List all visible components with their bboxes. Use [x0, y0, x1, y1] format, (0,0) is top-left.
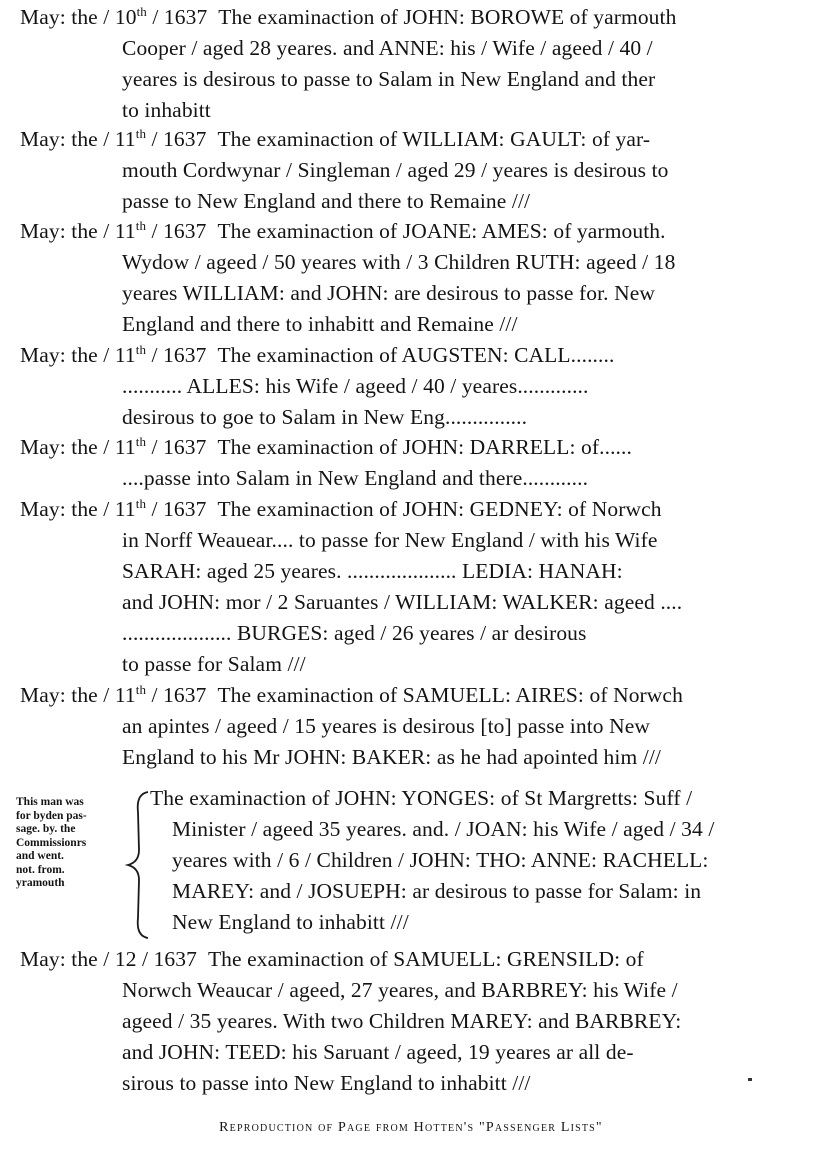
- entry-text-line: Cooper / aged 28 yeares. and ANNE: his / Wife / ageed / 40 /: [122, 36, 653, 60]
- entry-text-line: The examinaction of JOHN: BOROWE of yarmouth: [218, 5, 677, 29]
- margin-note: This man was for byden pas- sage. by. the Commissionrs and went. not. from. yramouth: [16, 796, 87, 889]
- entry-date: May: the / 11th / 1637: [20, 342, 207, 367]
- register-entry: [20, 2, 780, 126]
- entry-text-line: to passe for Salam ///: [122, 652, 306, 676]
- entry-text-line: MAREY: and / JOSUEPH: ar desirous to passe for Salam: in: [172, 879, 702, 903]
- register-entry: [20, 340, 780, 433]
- entry-date: May: the / 11th / 1637: [20, 126, 207, 151]
- entry-text-line: England and there to inhabitt and Remaine ///: [122, 312, 518, 336]
- entry-text-line: The examinaction of AUGSTEN: CALL........: [217, 343, 615, 367]
- register-entry: [150, 783, 790, 938]
- entry-text-line: Minister / ageed 35 yeares. and. / JOAN: his Wife / aged / 34 /: [172, 817, 715, 841]
- entry-text-line: The examinaction of JOHN: GEDNEY: of Norwch: [217, 497, 662, 521]
- entry-text-line: an apintes / ageed / 15 yeares is desirous [to] passe into New: [122, 714, 651, 738]
- entry-text-line: yeares with / 6 / Children / JOHN: THO: ANNE: RACHELL:: [172, 848, 709, 872]
- entry-text-line: passe to New England and there to Remaine ///: [122, 189, 531, 213]
- entry-text-line: England to his Mr JOHN: BAKER: as he had apointed him ///: [122, 745, 661, 769]
- entry-date: May: the / 11th / 1637: [20, 682, 207, 707]
- entry-text-line: to inhabitt: [122, 98, 211, 122]
- entry-text-line: The examinaction of JOHN: YONGES: of St Margretts: Suff /: [150, 786, 693, 810]
- entry-date: May: the / 11th / 1637: [20, 218, 207, 243]
- stray-mark: [748, 1078, 752, 1081]
- entry-date: May: the / 11th / 1637: [20, 434, 207, 459]
- entry-date: May: the / 11th / 1637: [20, 496, 207, 521]
- entry-text-line: .................... BURGES: aged / 26 yeares / ar desirous: [122, 621, 587, 645]
- entry-text-line: Norwch Weaucar / ageed, 27 yeares, and BARBREY: his Wife /: [122, 978, 678, 1002]
- entry-date: May: the / 12 / 1637: [20, 947, 197, 971]
- page-caption: Reproduction of Page from Hotten's "Passenger Lists": [219, 1120, 603, 1135]
- entry-text-line: New England to inhabitt ///: [172, 910, 409, 934]
- entry-text-line: Wydow / ageed / 50 yeares with / 3 Children RUTH: ageed / 18: [122, 250, 676, 274]
- register-entry: [20, 944, 780, 1099]
- entry-text-line: in Norff Weauear.... to passe for New England / with his Wife: [122, 528, 658, 552]
- entry-text-line: SARAH: aged 25 yeares. .................... LEDIA: HANAH:: [122, 559, 623, 583]
- entry-text-line: yeares is desirous to passe to Salam in New England and ther: [122, 67, 656, 91]
- entry-text-line: sirous to passe into New England to inhabitt ///: [122, 1071, 531, 1095]
- entry-text-line: ....passe into Salam in New England and there............: [122, 466, 589, 490]
- entry-text-line: mouth Cordwynar / Singleman / aged 29 / yeares is desirous to: [122, 158, 669, 182]
- entry-text-line: yeares WILLIAM: and JOHN: are desirous to passe for. New: [122, 281, 656, 305]
- entry-text-line: The examinaction of JOANE: AMES: of yarmouth.: [217, 219, 666, 243]
- entry-text-line: ageed / 35 yeares. With two Children MAREY: and BARBREY:: [122, 1009, 682, 1033]
- register-entry: [20, 216, 780, 340]
- entry-date: May: the / 10th / 1637: [20, 4, 208, 29]
- entry-text-line: The examinaction of WILLIAM: GAULT: of yar-: [217, 127, 651, 151]
- entry-text-line: The examinaction of JOHN: DARRELL: of......: [217, 435, 632, 459]
- entry-text-line: ........... ALLES: his Wife / ageed / 40 / yeares.............: [122, 374, 589, 398]
- entry-text-line: desirous to goe to Salam in New Eng...............: [122, 405, 528, 429]
- register-entry: [20, 494, 780, 680]
- entry-text-line: The examinaction of SAMUELL: AIRES: of Norwch: [217, 683, 683, 707]
- register-entry: [20, 124, 780, 217]
- entry-text-line: The examinaction of SAMUELL: GRENSILD: of: [207, 947, 644, 971]
- entry-text-line: and JOHN: TEED: his Saruant / ageed, 19 yeares ar all de-: [122, 1040, 634, 1064]
- register-entry: [20, 680, 780, 773]
- register-entry: [20, 432, 780, 494]
- entry-text-line: and JOHN: mor / 2 Saruantes / WILLIAM: WALKER: ageed ....: [122, 590, 683, 614]
